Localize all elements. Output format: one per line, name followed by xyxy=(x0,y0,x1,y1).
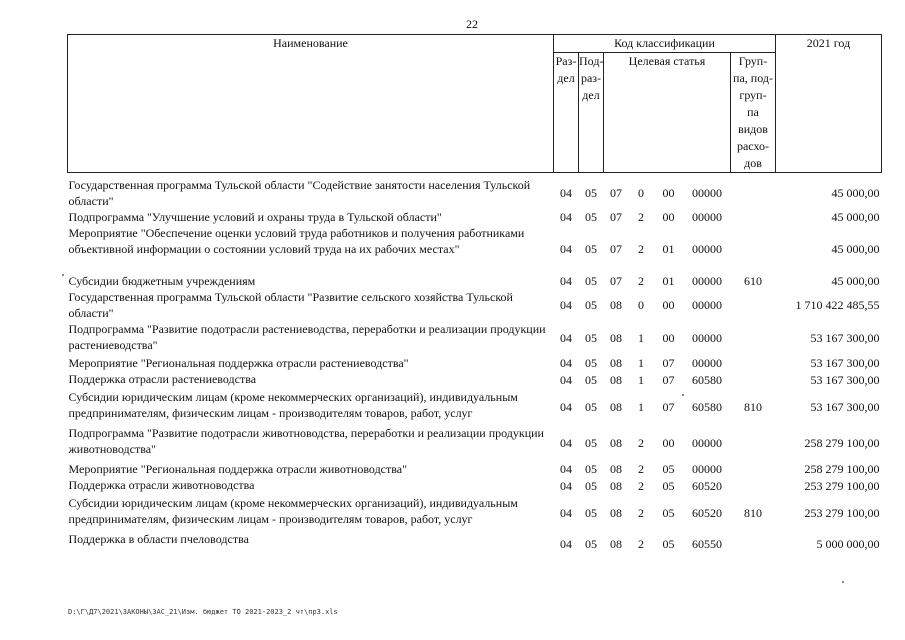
row-subsection: 05 xyxy=(585,373,597,387)
row-target-part2: 1 xyxy=(638,400,644,414)
row-expense-group: 810 xyxy=(744,400,762,414)
header-expense-group: Груп- па, под- груп- па видов расхо- дов xyxy=(731,53,776,173)
row-name: Подпрограмма "Улучшение условий и охраны труда в Тульской области" xyxy=(68,210,442,224)
table-row xyxy=(68,425,882,461)
row-target-part2: 0 xyxy=(638,186,644,200)
row-expense-group xyxy=(731,371,776,389)
row-amount: 253 279 100,00 xyxy=(804,506,880,520)
row-target-part2: 2 xyxy=(638,537,644,551)
row-subsection: 05 xyxy=(585,479,597,493)
row-subsection: 05 xyxy=(585,242,597,256)
row-subsection: 05 xyxy=(585,331,597,345)
row-name: Субсидии бюджетным учреждениям xyxy=(68,274,256,288)
row-target-part3: 01 xyxy=(662,274,675,288)
header-year: 2021 год xyxy=(776,35,882,173)
row-target-part1: 08 xyxy=(610,400,622,414)
row-target-part1: 07 xyxy=(610,186,622,200)
row-name: Поддержка отрасли растениеводства xyxy=(68,372,257,386)
row-section: 04 xyxy=(560,479,572,493)
table-body xyxy=(68,173,882,558)
row-name: Поддержка отрасли животноводства xyxy=(68,478,255,492)
row-subsection: 05 xyxy=(585,537,597,551)
row-name: Государственная программа Тульской области "Содействие занятости населения Тульской области" xyxy=(68,178,531,208)
row-target-part2: 0 xyxy=(638,298,644,312)
row-target-part3: 05 xyxy=(662,537,675,551)
row-subsection: 05 xyxy=(585,186,597,200)
row-target-part3: 07 xyxy=(662,400,675,414)
row-target-part3: 00 xyxy=(662,298,675,312)
row-expense-group xyxy=(731,477,776,495)
row-target-part2: 2 xyxy=(638,462,644,476)
row-target-part4: 00000 xyxy=(692,356,722,370)
table-row xyxy=(68,371,882,389)
row-target-part4: 60550 xyxy=(692,537,722,551)
header-section: Раз- дел xyxy=(554,53,579,173)
row-target-part1: 08 xyxy=(610,506,622,520)
row-target-part3: 05 xyxy=(662,506,675,520)
row-section: 04 xyxy=(560,331,572,345)
row-section: 04 xyxy=(560,436,572,450)
header-code-group: Код классификации xyxy=(554,35,776,53)
file-path-footer: D:\Г\Д7\2021\ЗАКОНЫ\ЗАС_21\Изм. бюджет ТО 2021-2023_2 чт\пр3.xls xyxy=(68,608,338,616)
row-section: 04 xyxy=(560,373,572,387)
budget-table xyxy=(67,34,882,557)
row-target-part2: 2 xyxy=(638,506,644,520)
row-section: 04 xyxy=(560,274,572,288)
row-name: Субсидии юридическим лицам (кроме некоммерческих организаций), индивидуальным предпринимателям, физическим лицам - производителям товаров, работ, услуг xyxy=(68,390,518,420)
row-target-part4: 60520 xyxy=(692,506,722,520)
row-amount: 45 000,00 xyxy=(831,210,880,224)
row-target-part1: 08 xyxy=(610,298,622,312)
row-subsection: 05 xyxy=(585,274,597,288)
row-target-part3: 00 xyxy=(662,186,675,200)
row-expense-group xyxy=(731,321,776,355)
row-target-part1: 08 xyxy=(610,479,622,493)
row-target-part3: 00 xyxy=(662,210,675,224)
row-target-part3: 05 xyxy=(662,462,675,476)
row-amount: 253 279 100,00 xyxy=(804,479,880,493)
table-row xyxy=(68,495,882,531)
row-expense-group xyxy=(731,209,776,225)
row-target-part3: 00 xyxy=(662,331,675,345)
row-target-part4: 00000 xyxy=(692,210,722,224)
table-row xyxy=(68,173,882,210)
table-row xyxy=(68,289,882,321)
row-target-part3: 01 xyxy=(662,242,675,256)
row-target-part1: 07 xyxy=(610,274,622,288)
row-target-part2: 2 xyxy=(638,242,644,256)
scan-speck xyxy=(682,394,684,396)
row-amount: 5 000 000,00 xyxy=(816,537,880,551)
row-amount: 1 710 422 485,55 xyxy=(795,298,880,312)
table-row xyxy=(68,389,882,425)
row-name: Субсидии юридическим лицам (кроме некоммерческих организаций), индивидуальным предпринимателям, физическим лицам - производителям товаров, работ, услуг xyxy=(68,496,518,526)
row-section: 04 xyxy=(560,242,572,256)
row-target-part1: 08 xyxy=(610,462,622,476)
row-subsection: 05 xyxy=(585,436,597,450)
row-target-part3: 05 xyxy=(662,479,675,493)
row-name: Подпрограмма "Развитие подотрасли растениеводства, переработки и реализации продукции растениеводства" xyxy=(68,322,546,352)
row-target-part3: 00 xyxy=(662,436,675,450)
row-amount: 53 167 300,00 xyxy=(810,331,880,345)
row-section: 04 xyxy=(560,462,572,476)
row-name: Подпрограмма "Развитие подотрасли животноводства, переработки и реализации продукции животноводства" xyxy=(68,426,544,456)
row-name: Мероприятие "Обеспечение оценки условий труда работников и получения работниками объективной информации о состоянии условий труда на их рабочих местах" xyxy=(68,226,525,256)
row-section: 04 xyxy=(560,400,572,414)
table-row xyxy=(68,531,882,557)
row-subsection: 05 xyxy=(585,298,597,312)
row-section: 04 xyxy=(560,506,572,520)
row-target-part1: 08 xyxy=(610,331,622,345)
row-target-part2: 2 xyxy=(638,274,644,288)
table-row xyxy=(68,321,882,355)
row-amount: 258 279 100,00 xyxy=(804,462,880,476)
row-target-part4: 00000 xyxy=(692,274,722,288)
row-target-part2: 2 xyxy=(638,436,644,450)
row-expense-group xyxy=(731,461,776,477)
row-target-part2: 2 xyxy=(638,210,644,224)
row-subsection: 05 xyxy=(585,462,597,476)
row-target-part4: 60520 xyxy=(692,479,722,493)
row-target-part3: 07 xyxy=(662,356,675,370)
row-target-part4: 60580 xyxy=(692,400,722,414)
row-amount: 258 279 100,00 xyxy=(804,436,880,450)
row-target-part2: 2 xyxy=(638,479,644,493)
table-row xyxy=(68,273,882,289)
table-row xyxy=(68,477,882,495)
row-target-part1: 08 xyxy=(610,436,622,450)
row-expense-group xyxy=(731,289,776,321)
row-target-part1: 08 xyxy=(610,373,622,387)
row-subsection: 05 xyxy=(585,400,597,414)
row-expense-group xyxy=(731,355,776,371)
row-name: Поддержка в области пчеловодства xyxy=(68,532,249,546)
row-section: 04 xyxy=(560,210,572,224)
row-section: 04 xyxy=(560,186,572,200)
scan-speck xyxy=(842,581,844,583)
row-name: Государственная программа Тульской области "Развитие сельского хозяйства Тульской области" xyxy=(68,290,513,320)
row-name: Мероприятие "Региональная поддержка отрасли животноводства" xyxy=(68,462,407,476)
row-subsection: 05 xyxy=(585,210,597,224)
row-target-part1: 08 xyxy=(610,537,622,551)
row-target-part4: 00000 xyxy=(692,436,722,450)
row-target-part1: 08 xyxy=(610,356,622,370)
row-target-part2: 1 xyxy=(638,331,644,345)
row-amount: 45 000,00 xyxy=(831,186,880,200)
row-expense-group xyxy=(731,173,776,210)
table-row xyxy=(68,461,882,477)
header-subsection: Под- раз- дел xyxy=(579,53,604,173)
row-target-part1: 07 xyxy=(610,210,622,224)
header-target-article: Целевая статья xyxy=(604,53,731,173)
row-amount: 45 000,00 xyxy=(831,274,880,288)
row-target-part4: 00000 xyxy=(692,298,722,312)
row-section: 04 xyxy=(560,356,572,370)
row-target-part4: 00000 xyxy=(692,331,722,345)
scan-speck xyxy=(62,274,64,276)
table-row xyxy=(68,225,882,273)
table-row xyxy=(68,355,882,371)
row-section: 04 xyxy=(560,298,572,312)
table-header xyxy=(68,35,882,173)
row-expense-group xyxy=(731,225,776,273)
row-subsection: 05 xyxy=(585,506,597,520)
row-amount: 53 167 300,00 xyxy=(810,400,880,414)
row-subsection: 05 xyxy=(585,356,597,370)
row-expense-group: 810 xyxy=(744,506,762,520)
page-number: 22 xyxy=(466,17,478,31)
row-target-part4: 60580 xyxy=(692,373,722,387)
row-section: 04 xyxy=(560,537,572,551)
row-target-part4: 00000 xyxy=(692,462,722,476)
row-target-part4: 00000 xyxy=(692,242,722,256)
row-amount: 53 167 300,00 xyxy=(810,373,880,387)
row-target-part2: 1 xyxy=(638,373,644,387)
row-expense-group xyxy=(731,425,776,461)
row-target-part4: 00000 xyxy=(692,186,722,200)
row-expense-group xyxy=(731,531,776,557)
row-expense-group: 610 xyxy=(744,274,762,288)
row-name: Мероприятие "Региональная поддержка отрасли растениеводства" xyxy=(68,356,409,370)
row-amount: 45 000,00 xyxy=(831,242,880,256)
header-name: Наименование xyxy=(68,35,554,173)
row-target-part1: 07 xyxy=(610,242,622,256)
row-amount: 53 167 300,00 xyxy=(810,356,880,370)
row-target-part3: 07 xyxy=(662,373,675,387)
table-row xyxy=(68,209,882,225)
row-target-part2: 1 xyxy=(638,356,644,370)
